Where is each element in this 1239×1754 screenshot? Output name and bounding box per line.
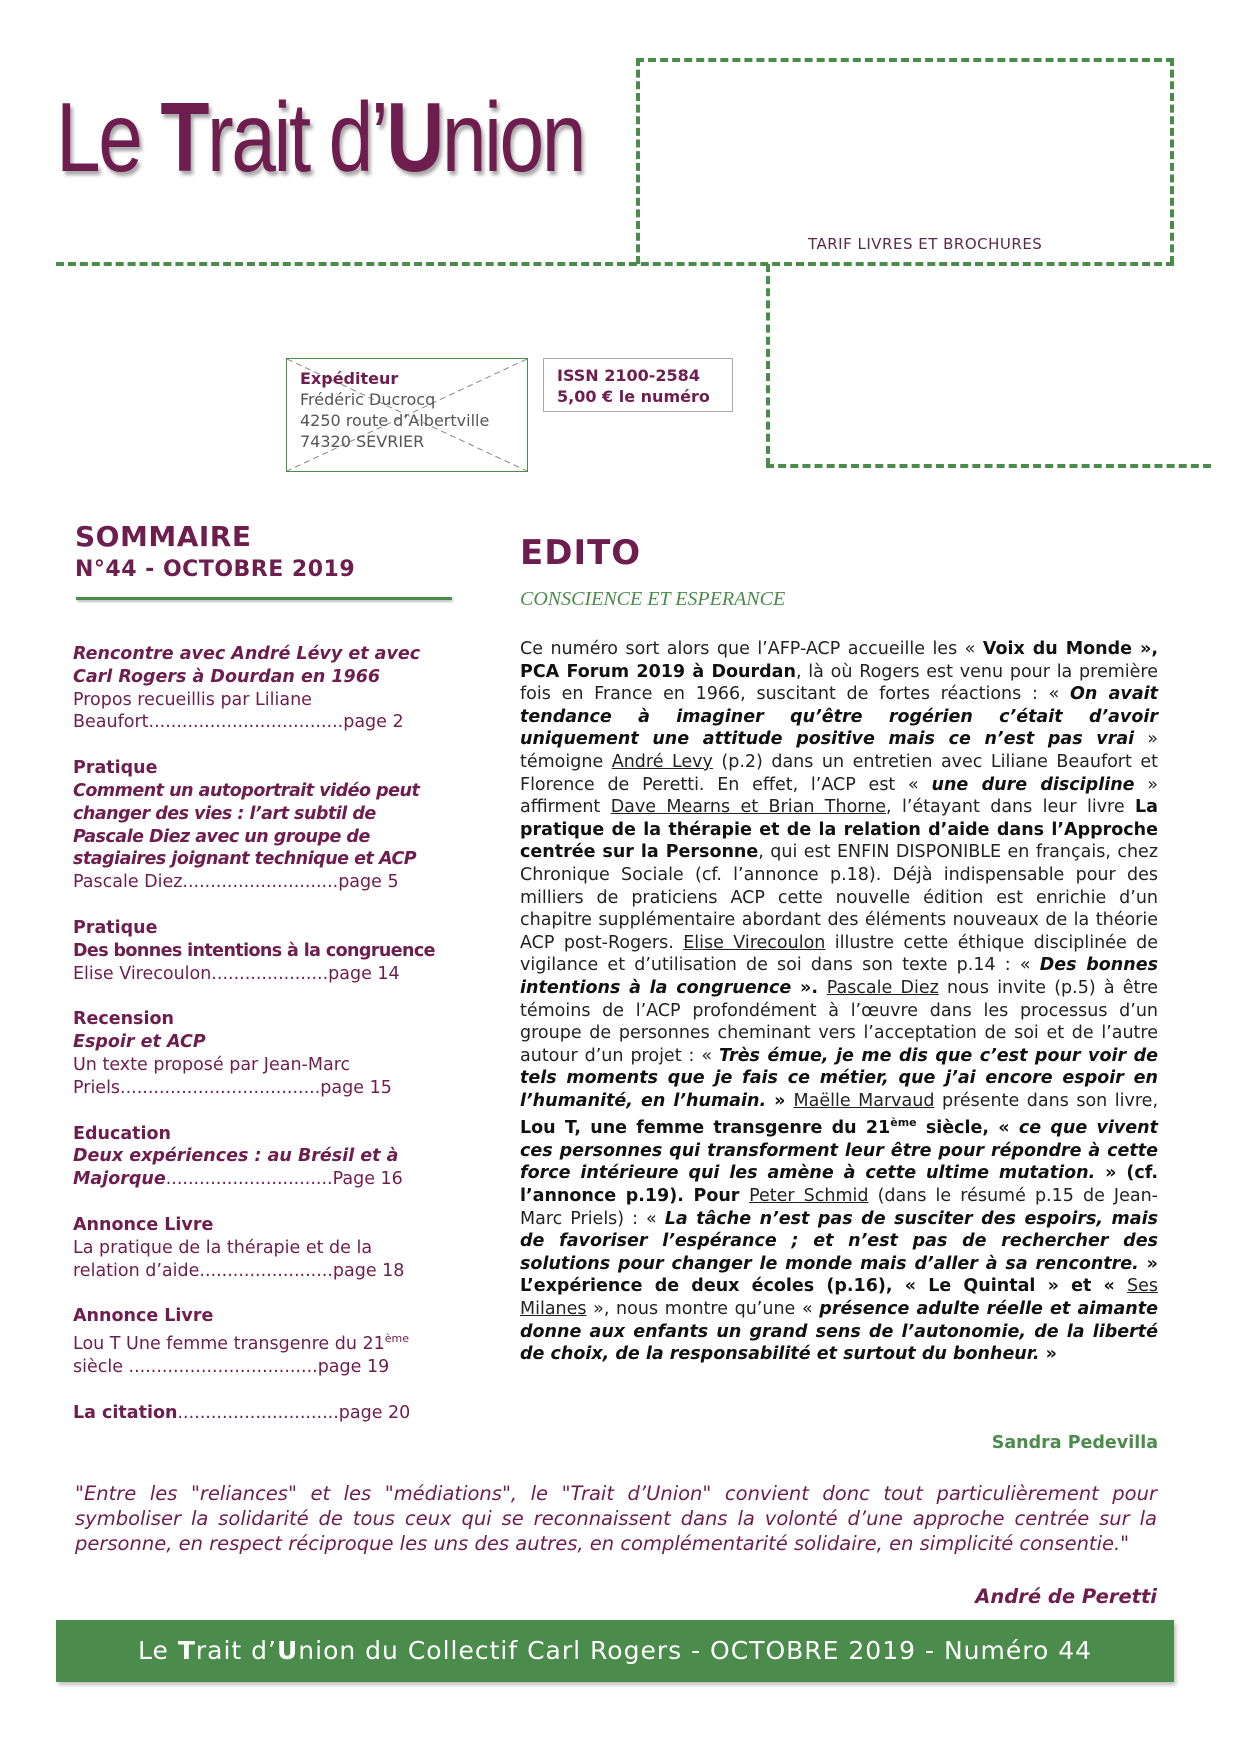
toc-title: Espoir et ACP [73,1032,206,1053]
sommaire-title: SOMMAIRE [75,520,252,553]
toc-category: Pratique [73,917,158,938]
issn-text [557,365,710,407]
address-frame-left [766,264,770,466]
toc-title: Rencontre avec André Lévy et avec [73,644,421,664]
toc-page: .............................page 20 [177,1402,411,1423]
toc-author: Un texte proposé par Jean-Marc [73,1054,351,1075]
toc-title: Comment un autoportrait vidéo peut [73,780,420,801]
sender-label: Expéditeur [300,369,399,388]
edito-signature: Sandra Pedevilla [991,1433,1158,1453]
citation-quote: "Entre les "reliances" et les "médiations", le "Trait d’Union" convient donc tout particulièrement pour symboliser la solidarité de tous ceux qui se reconnaissent dans la volonté d’une approche centrée sur la personne, en respect réciproque les uns des autres, en complémentarité solidaire, en simplicité consentie." [75,1482,1157,1555]
stamp-frame-right [1170,58,1174,264]
toc-author: Propos recueillis par Liliane [73,689,312,710]
toc-page: Elise Virecoulon.....................page 14 [73,963,400,984]
tarif-label: TARIF LIVRES ET BROCHURES [808,235,1043,253]
toc-title: stagiaires joignant technique et ACP [73,849,417,870]
toc-page: Pascale Diez............................page 5 [73,872,399,893]
issn-number: ISSN 2100-2584 [557,366,700,385]
toc-page: ..............................Page 16 [165,1169,403,1190]
author-name: Maëlle Marvaud [793,1090,935,1111]
toc-entry [73,1008,453,1099]
toc-entry [73,757,453,894]
toc-entry [73,1123,453,1191]
toc-entry [73,1214,453,1282]
toc-entry [73,1305,453,1378]
toc-category: Education [73,1123,171,1144]
sender-address [300,368,489,452]
address-frame-bottom [766,464,1211,468]
toc-category: Annonce Livre [73,1306,214,1327]
toc-page: Beaufort...................................page 2 [73,712,404,733]
author-name: André Levy [611,751,713,772]
footer-banner: Le Trait d’Union du Collectif Carl Rogers - OCTOBRE 2019 - Numéro 44 [56,1620,1174,1682]
edito-body: Ce numéro sort alors que l’AFP-ACP accueille les « Voix du Monde », PCA Forum 2019 à Dourdan, là où Rogers est venu pour la première fois en France en 1966, suscitant de fortes réactions : « On avait tendance à imaginer qu’être rogérien c’était d’avoir uniquement une attitude positive mais ce n’est pas vrai » témoigne André Levy (p.2) dans un entretien avec Liliane Beaufort et Florence de Peretti. En effet, l’ACP est « une dure discipline » affirment Dave Mearns et Brian Thorne, l’étayant dans leur livre La pratique de la thérapie et de la relation d’aide dans l’Approche centrée sur la Personne, qui est ENFIN DISPONIBLE en français, chez Chronique Sociale (cf. l’annonce p.18). Déjà indispensable pour des milliers de praticiens ACP cette nouvelle édition est enrichie d’un chapitre supplémentaire abordant des éléments nouveaux de la théorie ACP post-Rogers. Elise Virecoulon illustre cette éthique disciplinée de vigilance et d’utilisation de soi dans son texte p.14 : « Des bonnes intentions à la congruence ». Pascale Diez nous invite (p.5) à être témoins de l’ACP profondément à l’œuvre dans les processus d’un groupe de personnes cheminant vers l’acceptation de soi et de l’autre autour d’un projet : « Très émue, je me dis que c’est pour voir de tels moments que je fais ce métier, que j’ai encore espoir en l’humanité, en l’humain. » Maëlle Marvaud présente dans son livre, Lou T, une femme transgenre du 21ème siècle, « ce que vivent ces personnes qui transforment leur être pour répondre à cette force intérieure qui les amène à cette ultime mutation. » (cf. l’annonce p.19). Pour Peter Schmid (dans le résumé p.15 de Jean-Marc Priels) : « La tâche n’est pas de susciter des espoirs, mais de favoriser l’espérance ; et n’est pas de rechercher des solutions pour changer le monde mais d’aller à sa rencontre. » L’expérience de deux écoles (p.16), « Le Quintal » et « Ses Milanes », nous montre qu’une « présence adulte réelle et aimante donne aux enfants un grand sens de l’autonomie, de la liberté de choix, de la responsabilité et surtout du bonheur. » [520,639,1159,1365]
masthead-dashed-rule [56,262,1174,266]
author-name: Dave Mearns et Brian Thorne [610,797,887,818]
stamp-frame-top [636,58,1174,62]
toc-title: Carl Rogers à Dourdan en 1966 [73,666,381,687]
issue-price: 5,00 € le numéro [557,387,710,406]
toc-entry [73,1402,453,1425]
toc-title: changer des vies : l’art subtil de [73,803,376,824]
toc-category: Annonce Livre [73,1214,214,1235]
sender-street: 4250 route d’Albertville [300,411,490,430]
edito-title: EDITO [520,533,642,573]
toc-title: Lou T Une femme transgenre du 21ème [73,1332,410,1354]
author-name: Pascale Diez [826,977,939,998]
sommaire-rule [76,597,452,600]
toc-title: La pratique de la thérapie et de la [73,1237,373,1258]
sommaire-issue: N°44 - OCTOBRE 2019 [75,557,356,582]
sender-city: 74320 SEVRIER [300,432,425,451]
citation-author: André de Peretti [975,1585,1157,1608]
toc-category: Recension [73,1009,174,1030]
toc-page: relation d’aide........................page 18 [73,1260,405,1281]
toc-page: Priels....................................page 15 [73,1077,392,1098]
toc-title: Des bonnes intentions à la congruence [73,940,435,961]
edito-subtitle: CONSCIENCE ET ESPERANCE [520,588,786,610]
toc-page: siècle ..................................page 19 [73,1356,390,1377]
table-of-contents [73,643,453,1447]
author-name: Peter Schmid [749,1186,869,1207]
masthead-title: Le Trait d’Union [56,82,584,192]
toc-category: Pratique [73,758,158,779]
author-name: Elise Virecoulon [683,932,826,953]
toc-title: Majorque [73,1169,166,1190]
toc-entry [73,643,453,734]
toc-title: Pascale Diez avec un groupe de [73,826,370,847]
sender-name: Frédéric Ducrocq [300,390,436,409]
toc-category: La citation [73,1402,178,1423]
toc-entry [73,917,453,985]
toc-title: Deux expériences : au Brésil et à [73,1146,399,1167]
stamp-frame-left [636,58,640,264]
